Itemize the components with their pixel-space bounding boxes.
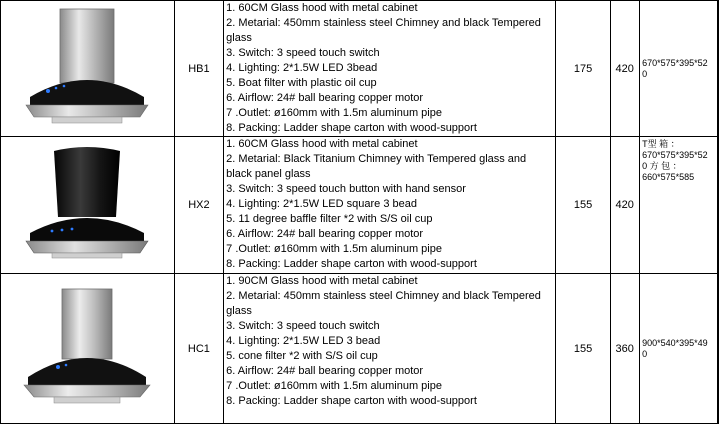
carton-size-cell — [640, 274, 719, 424]
model-cell: HC1 — [174, 274, 224, 424]
quantity-cell-2: 360 — [611, 274, 640, 424]
carton-size-cell — [640, 137, 719, 274]
spec-line: 6. Airflow: 24# ball bearing copper motor — [226, 365, 424, 377]
spec-line: 3. Switch: 3 speed touch button with hand sensor — [226, 183, 466, 195]
spec-line: 8. Packing: Ladder shape carton with wood-support — [226, 258, 477, 270]
spec-line: 5. cone filter *2 with S/S oil cup — [226, 350, 378, 362]
quantity-cell-2: 420 — [611, 137, 640, 274]
spec-line: 2. Metarial: 450mm stainless steel Chimney and black Tempered glass — [226, 290, 541, 317]
carton-size-line: 660*575*585 — [642, 172, 695, 182]
spec-line: 4. Lighting: 2*1.5W LED square 3 bead — [226, 198, 417, 210]
table-row — [1, 137, 719, 274]
carton-size-line: 670*575*395*52 — [642, 57, 708, 68]
range-hood-stainless-curved-image — [12, 285, 162, 413]
carton-size-cell — [640, 1, 719, 137]
spec-line: 8. Packing: Ladder shape carton with wood-support — [226, 395, 477, 407]
spec-line: 5. Boat filter with plastic oil cup — [226, 77, 377, 89]
model-cell: HB1 — [174, 1, 224, 137]
range-hood-stainless-image — [12, 5, 162, 133]
spec-line: 2. Metarial: 450mm stainless steel Chimney and black Tempered glass — [226, 17, 541, 44]
spec-line: 6. Airflow: 24# ball bearing copper motor — [226, 92, 424, 104]
spec-line: 4. Lighting: 2*1.5W LED 3 bead — [226, 335, 381, 347]
spec-line: 5. 11 degree baffle filter *2 with S/S oil cup — [226, 213, 433, 225]
carton-size-line: T型 箱 ： — [642, 139, 680, 149]
spec-line: 1. 60CM Glass hood with metal cabinet — [226, 138, 418, 150]
quantity-cell-1: 155 — [555, 274, 610, 424]
spec-line: 3. Switch: 3 speed touch switch — [226, 47, 380, 59]
spec-line: 6. Airflow: 24# ball bearing copper motor — [226, 228, 424, 240]
carton-size-line: 900*540*395*49 — [642, 337, 708, 348]
spec-line: 4. Lighting: 2*1.5W LED 3bead — [226, 62, 378, 74]
carton-size-line: 0 — [642, 348, 648, 359]
quantity-cell-1: 175 — [555, 1, 610, 137]
carton-size-line: 0 方 包 ： — [642, 161, 682, 171]
table-row — [1, 274, 719, 424]
spec-line: 1. 60CM Glass hood with metal cabinet — [226, 2, 418, 14]
spec-line: 3. Switch: 3 speed touch switch — [226, 320, 380, 332]
product-image-cell — [1, 274, 175, 424]
carton-size-line: 670*575*395*52 — [642, 150, 708, 160]
description-cell — [224, 274, 556, 424]
spec-line: 8. Packing: Ladder shape carton with wood-support — [226, 122, 477, 134]
spec-line: 7 .Outlet: ø160mm with 1.5m aluminum pipe — [226, 380, 442, 392]
spec-line: 7 .Outlet: ø160mm with 1.5m aluminum pipe — [226, 107, 442, 119]
spec-line: 2. Metarial: Black Titanium Chimney with Tempered glass and black panel glass — [226, 153, 527, 180]
carton-size-line: 0 — [642, 68, 648, 79]
range-hood-black-image — [12, 141, 162, 269]
spec-line: 1. 90CM Glass hood with metal cabinet — [226, 275, 418, 287]
quantity-cell-2: 420 — [611, 1, 640, 137]
product-image-cell — [1, 1, 175, 137]
model-cell: HX2 — [174, 137, 224, 274]
table-row — [1, 1, 719, 137]
description-cell — [224, 137, 556, 274]
spec-line: 7 .Outlet: ø160mm with 1.5m aluminum pipe — [226, 243, 442, 255]
product-image-cell — [1, 137, 175, 274]
quantity-cell-1: 155 — [555, 137, 610, 274]
description-cell — [224, 1, 556, 137]
